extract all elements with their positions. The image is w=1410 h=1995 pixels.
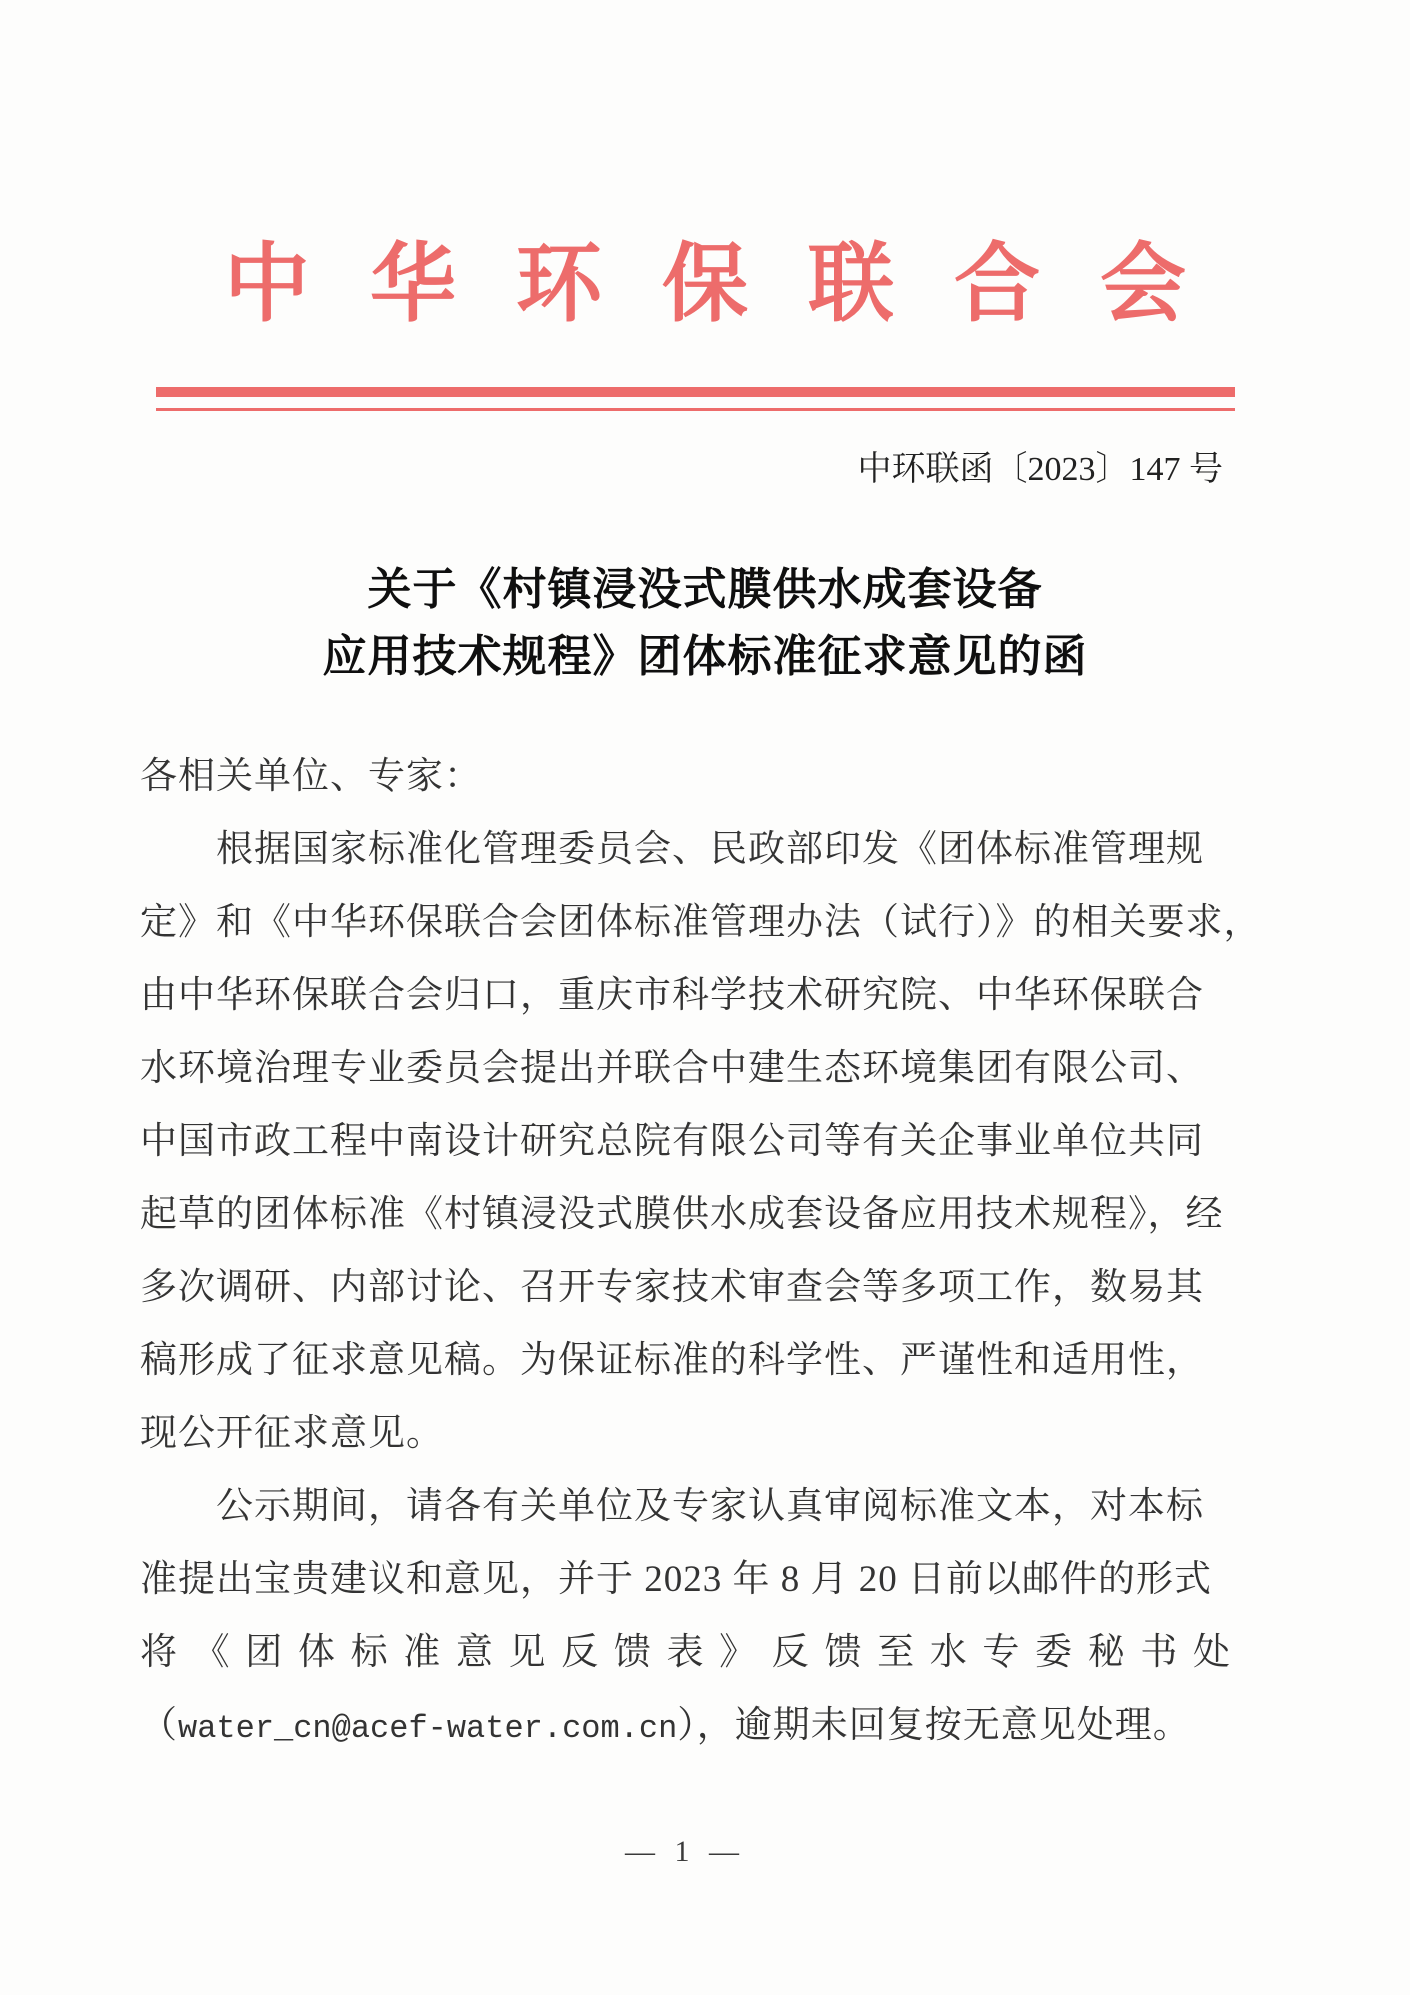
body-line: 准提出宝贵建议和意见，并于 2023 年 8 月 20 日前以邮件的形式 [140,1559,1212,1600]
doc-title-line-1: 关于《村镇浸没式膜供水成套设备 [367,565,1043,614]
salutation: 各相关单位、专家： [140,756,482,797]
body-line: 定》和《中华环保联合会团体标准管理办法（试行）》的相关要求， [140,902,1262,943]
body-line: 多次调研、内部讨论、召开专家技术审查会等多项工作，数易其 [140,1267,1204,1308]
org-name: 中华环保联合会 [224,236,1246,332]
body-line: 现公开征求意见。 [140,1413,444,1454]
page-number: — 1 — [625,1835,745,1868]
body-line: 起草的团体标准《村镇浸没式膜供水成套设备应用技术规程》，经 [140,1194,1224,1235]
body-line: 由中华环保联合会归口，重庆市科学技术研究院、中华环保联合 [140,975,1204,1016]
body-line: 水环境治理专业委员会提出并联合中建生态环境集团有限公司、 [140,1048,1204,1089]
email-address: water_cn@acef-water.com.cn [178,1710,678,1747]
email-line [140,1689,1230,1762]
email-line-suffix: ），逾期未回复按无意见处理。 [677,1705,1191,1746]
body-line: 将《团体标准意见反馈表》反馈至水专委秘书处 [140,1632,1230,1673]
letterhead-rule-thick [156,387,1235,397]
body-line: 根据国家标准化管理委员会、民政部印发《团体标准管理规 [216,829,1204,870]
doc-title [0,556,1410,690]
email-line-prefix: （ [140,1705,178,1746]
letterhead-rule-thin [156,408,1235,411]
doc-reference-number: 中环联函〔2023〕147 号 [857,451,1223,488]
body-line: 稿形成了征求意见稿。为保证标准的科学性、严谨性和适用性， [140,1340,1204,1381]
letter-body [140,740,1262,1762]
body-line: 中国市政工程中南设计研究总院有限公司等有关企事业单位共同 [140,1121,1204,1162]
body-line: 公示期间，请各有关单位及专家认真审阅标准文本，对本标 [216,1486,1204,1527]
doc-title-line-2: 应用技术规程》团体标准征求意见的函 [322,632,1088,681]
